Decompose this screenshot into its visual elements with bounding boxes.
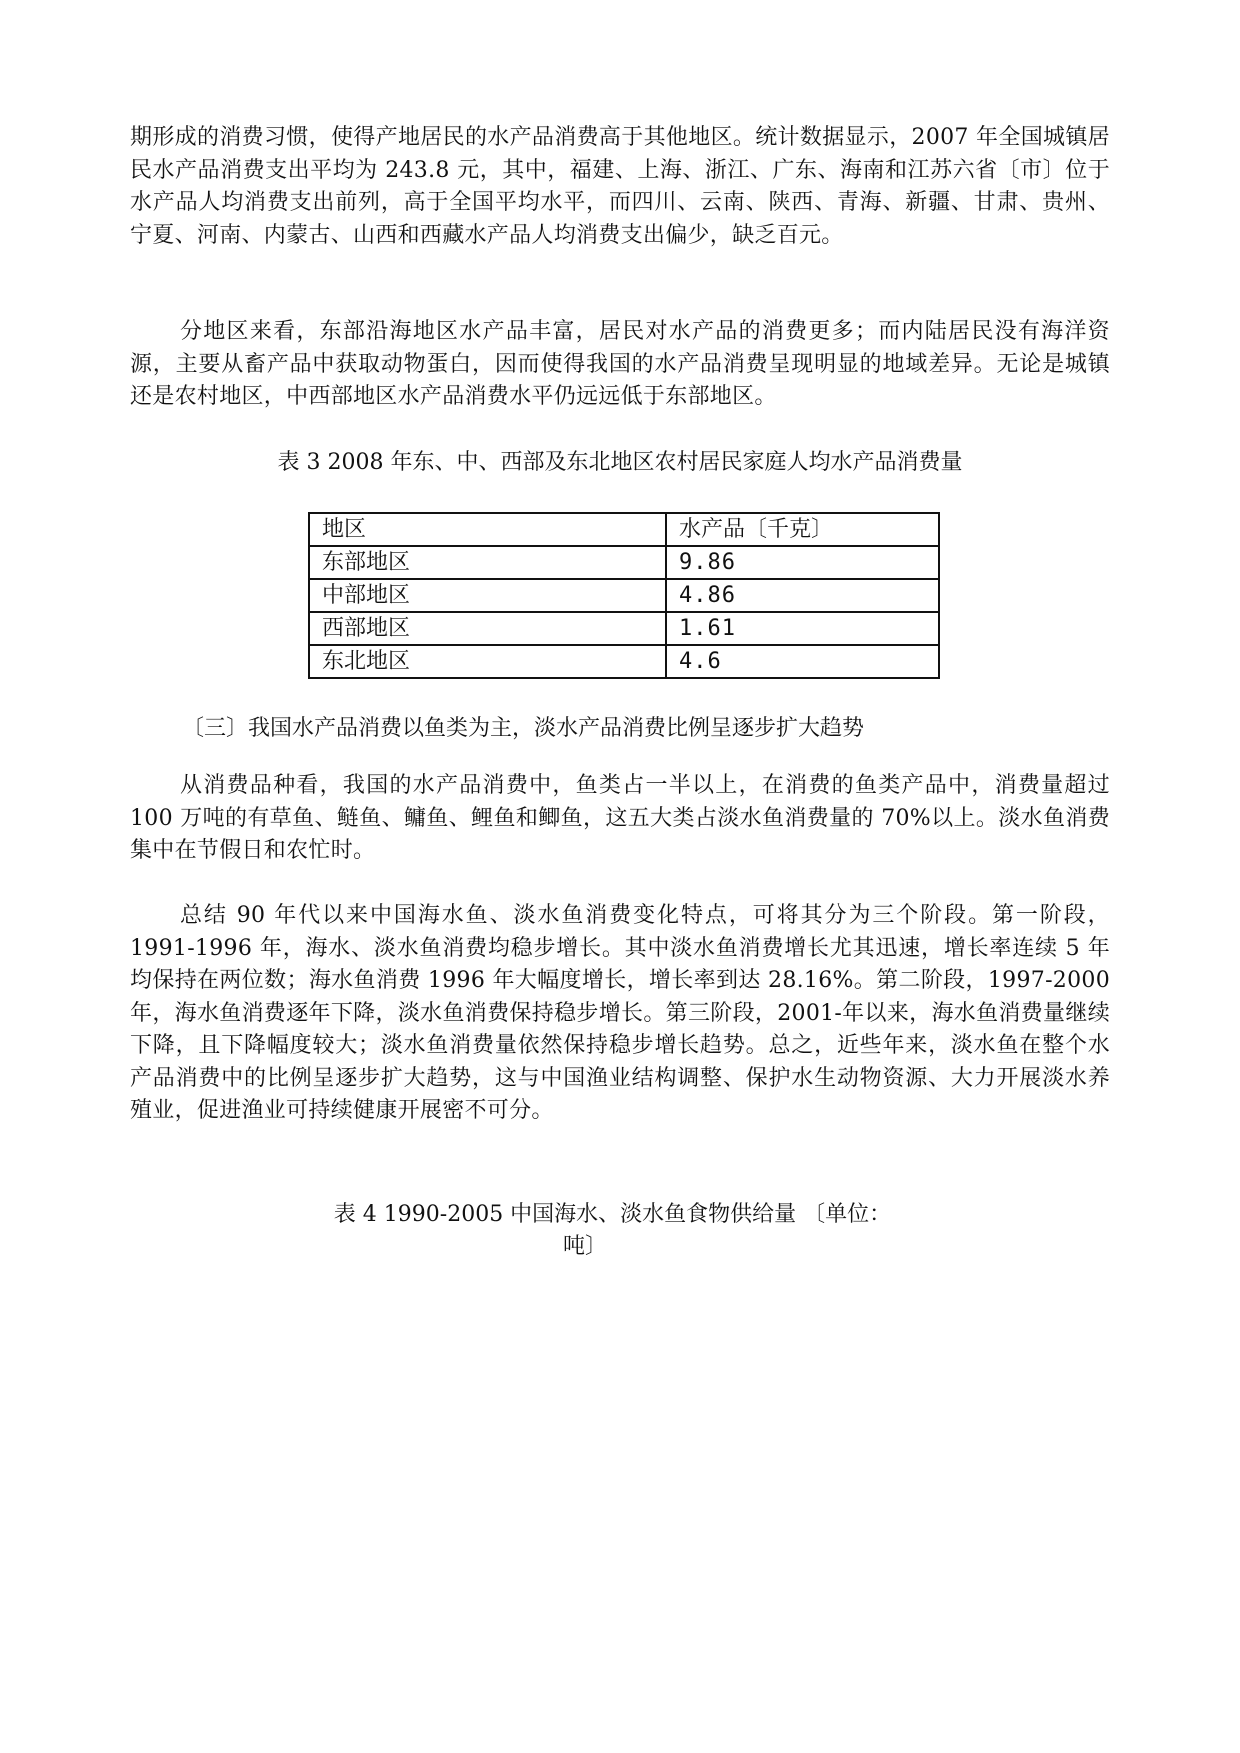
table-3	[308, 512, 940, 679]
table-cell-value: 1.61	[666, 612, 939, 645]
table-cell-region: 西部地区	[309, 612, 666, 645]
table-header-value: 水产品〔千克〕	[666, 513, 939, 546]
table-row	[309, 579, 939, 612]
paragraph-regional-difference: 分地区来看，东部沿海地区水产品丰富，居民对水产品的消费更多；而内陆居民没有海洋资源，主要从畜产品中获取动物蛋白，因而使得我国的水产品消费呈现明显的地域差异。无论是城镇还是农村地区，中西部地区水产品消费水平仍远远低于东部地区。	[130, 319, 1110, 409]
table-4-caption	[130, 1199, 1110, 1263]
table-row	[309, 645, 939, 678]
table-cell-value: 4.86	[666, 579, 939, 612]
section-heading: 〔三〕我国水产品消费以鱼类为主，淡水产品消费比例呈逐步扩大趋势	[182, 716, 865, 741]
table-4-caption-line-1: 表 4 1990-2005 中国海水、淡水鱼食物供给量 〔单位：	[333, 1202, 892, 1227]
paragraph-fish-varieties: 从消费品种看，我国的水产品消费中，鱼类占一半以上，在消费的鱼类产品中，消费量超过 100 万吨的有草鱼、鲢鱼、鳙鱼、鲤鱼和鲫鱼，这五大类占淡水鱼消费量的 70%以上。淡水鱼消费集中在节假日和农忙时。	[130, 773, 1110, 863]
table-cell-value: 4.6	[666, 645, 939, 678]
table-cell-region: 中部地区	[309, 579, 666, 612]
table-cell-region: 东部地区	[309, 546, 666, 579]
table-row	[309, 612, 939, 645]
table-4-caption-line-2: 吨〕	[562, 1234, 607, 1259]
table-cell-value: 9.86	[666, 546, 939, 579]
table-header-region: 地区	[309, 513, 666, 546]
table-row	[309, 546, 939, 579]
paragraph-consumption-stages: 总结 90 年代以来中国海水鱼、淡水鱼消费变化特点，可将其分为三个阶段。第一阶段，1991-1996 年，海水、淡水鱼消费均稳步增长。其中淡水鱼消费增长尤其迅速，增长率连续 5 年均保持在两位数；海水鱼消费 1996 年大幅度增长，增长率到达 28.16%。第二阶段，1997-2000 年，海水鱼消费逐年下降，淡水鱼消费保持稳步增长。第三阶段，2001-年以来，海水鱼消费量继续下降，且下降幅度较大；淡水鱼消费量依然保持稳步增长趋势。总之，近些年来，淡水鱼在整个水产品消费中的比例呈逐步扩大趋势，这与中国渔业结构调整、保护水生动物资源、大力开展淡水养殖业，促进渔业可持续健康开展密不可分。	[130, 903, 1110, 1123]
paragraph-regional-spending: 期形成的消费习惯，使得产地居民的水产品消费高于其他地区。统计数据显示，2007 年全国城镇居民水产品消费支出平均为 243.8 元，其中，福建、上海、浙江、广东、海南和江苏六省〔市〕位于水产品人均消费支出前列，高于全国平均水平，而四川、云南、陕西、青海、新疆、甘肃、贵州、宁夏、河南、内蒙古、山西和西藏水产品人均消费支出偏少，缺乏百元。	[130, 125, 1110, 248]
table-3-caption: 表 3 2008 年东、中、西部及东北地区农村居民家庭人均水产品消费量	[277, 450, 963, 475]
table-header-row	[309, 513, 939, 546]
table-cell-region: 东北地区	[309, 645, 666, 678]
